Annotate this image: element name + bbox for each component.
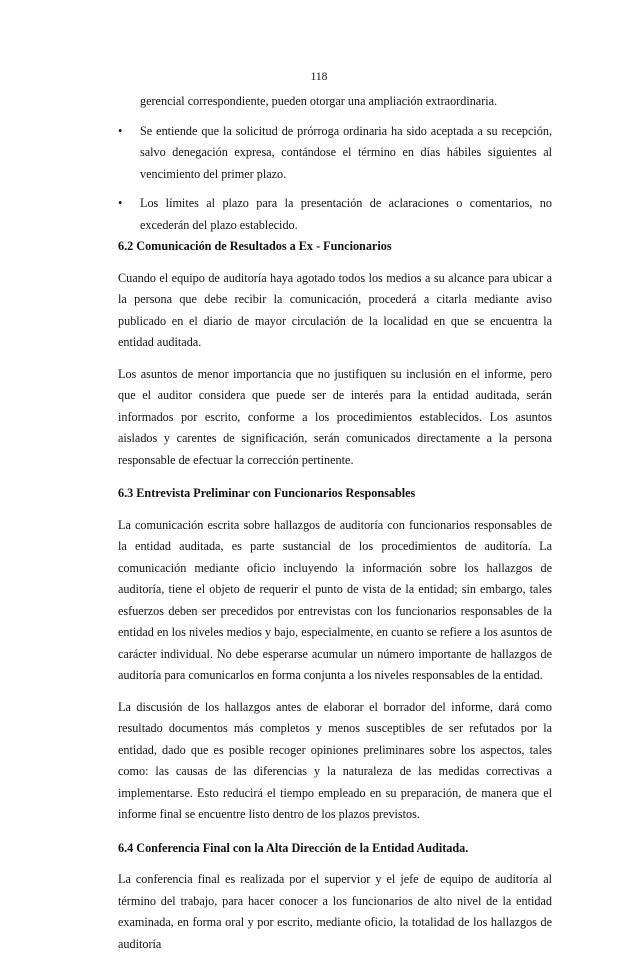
bullet-item — [118, 193, 552, 236]
bullet-text: Los límites al plazo para la presentación de aclaraciones o comentarios, no excederán del plazo establecido. — [140, 196, 552, 232]
body-paragraph: La conferencia final es realizada por el supervior y el jefe de equipo de auditoría al término del trabajo, para hacer conocer a los funcionarios de alto nivel de la entidad examinada, en forma oral y por escrito, mediante oficio, la totalidad de los hallazgos de auditoría — [118, 872, 552, 951]
section-heading: 6.2 Comunicación de Resultados a Ex - Funcionarios — [118, 239, 392, 253]
bullet-text: Se entiende que la solicitud de prórroga ordinaria ha sido aceptada a su recepción, salvo denegación expresa, contándose el término en días hábiles siguientes al vencimiento del primer plazo. — [140, 123, 552, 181]
section-heading: 6.4 Conferencia Final con la Alta Dirección de la Entidad Auditada. — [118, 840, 469, 855]
bullet-item — [118, 121, 552, 186]
body-paragraph: Los asuntos de menor importancia que no justifiquen su inclusión en el informe, pero que el auditor considera que puede ser de interés para la entidad auditada, serán informados por escrito, conforme a los procedimientos establecidos. Los asuntos aislados y carentes de significación, serán comunicados directamente a la persona responsable de efectuar la corrección pertinente. — [118, 366, 552, 467]
bullet-marker: • — [118, 196, 123, 210]
page-number: 118 — [310, 71, 328, 83]
continued-line: gerencial correspondiente, pueden otorgar una ampliación extraordinaria. — [140, 94, 498, 108]
page-content — [118, 91, 552, 955]
body-paragraph: Cuando el equipo de auditoría haya agotado todos los medios a su alcance para ubicar a la persona que debe recibir la comunicación, procederá a citarla mediante aviso publicado en el diario de mayor circulación de la localidad en que se encuentra la entidad auditada. — [118, 270, 552, 349]
bullet-marker: • — [118, 123, 123, 138]
body-paragraph: La comunicación escrita sobre hallazgos de auditoría con funcionarios responsables de la entidad auditada, es parte sustancial de los procedimientos de auditoría. La comunicación mediante oficio incluyendo la información sobre los hallazgos de auditoría, tiene el objeto de requerir el punto de vista de la entidad; sin embargo, tales esfuerzos deben ser precedidos por entrevistas con los funcionarios responsables de la entidad en los niveles medios y bajo, especialmente, en cuanto se refiere a los asuntos de carácter individual. No debe esperarse acumular un número importante de hallazgos de auditoría para comunicarlos en forma conjunta a los niveles responsables de la entidad. — [118, 517, 552, 682]
section-heading: 6.3 Entrevista Preliminar con Funcionarios Responsables — [118, 486, 416, 500]
body-paragraph: La discusión de los hallazgos antes de elaborar el borrador del informe, dará como resultado documentos más completos y menos susceptibles de ser refutados por la entidad, dado que es posible recoger opiniones preliminares sobre los aspectos, tales como: las causas de las diferencias y la naturaleza de las medidas correctivas a implementarse. Esto reducirá el tiempo empleado en su preparación, de manera que el informe final se encuentre listo dentro de los plazos previstos. — [118, 699, 552, 821]
